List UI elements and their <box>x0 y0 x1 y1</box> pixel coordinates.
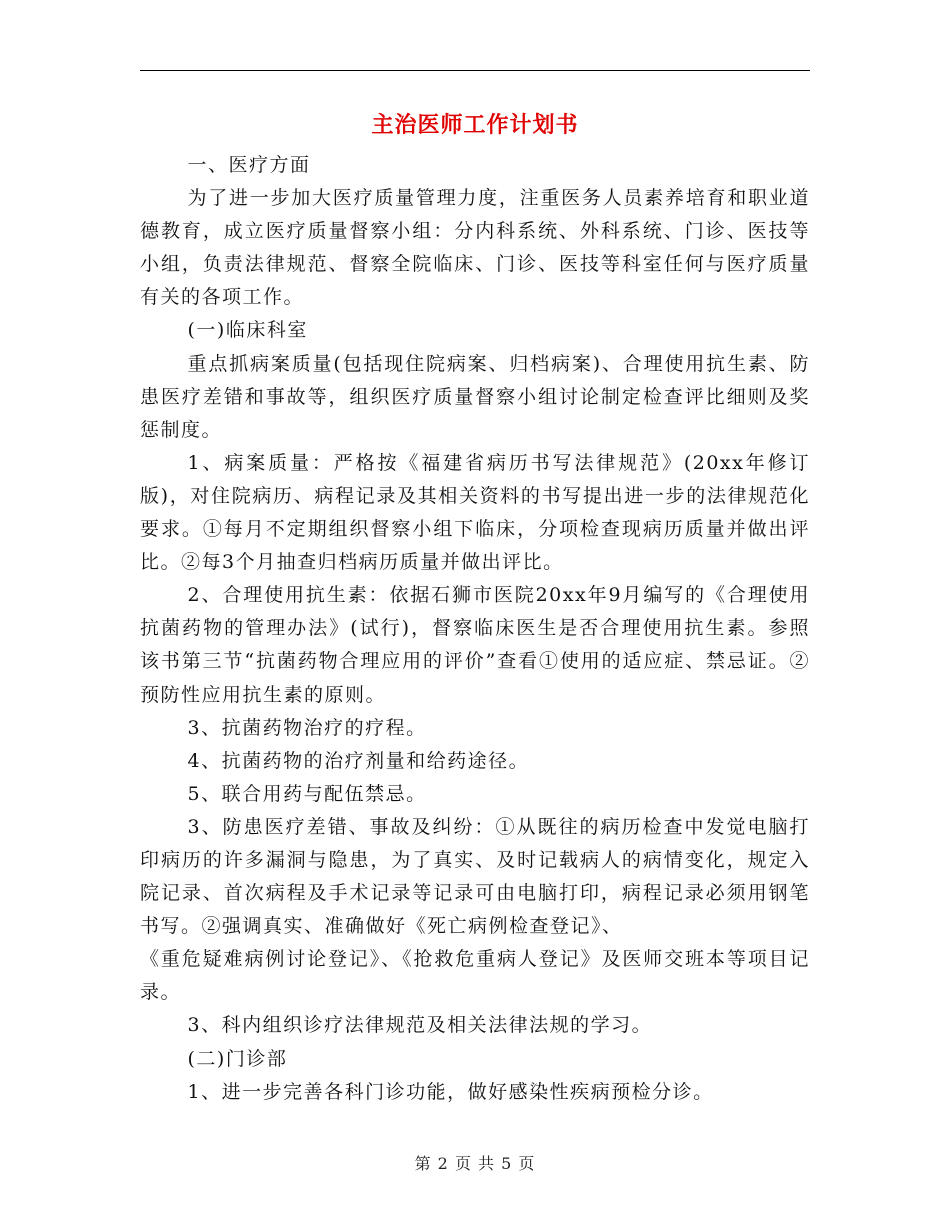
list-item-combination: 5、联合用药与配伍禁忌。 <box>187 782 427 805</box>
list-item-dosage: 4、抗菌药物的治疗剂量和给药途径。 <box>187 749 530 772</box>
paragraph-case-quality: 1、病案质量：严格按《福建省病历书写法律规范》(20xx年修订版)，对住院病历、病程记录及其相关资料的书写提出进一步的法律规范化要求。①每月不定期组织督察小组下临床，分项检查现病历质量并做出评比。②每3个月抽查归档病历质量并做出评比。 <box>140 451 810 574</box>
document-body <box>140 149 810 1109</box>
page-number: 第 2 页 共 5 页 <box>414 1154 536 1173</box>
paragraph-intro: 为了进一步加大医疗质量管理力度，注重医务人员素养培育和职业道德教育，成立医疗质量督察小组：分内科系统、外科系统、门诊、医技等小组，负责法律规范、督察全院临床、门诊、医技等科室任何与医疗质量有关的各项工作。 <box>140 187 810 309</box>
paragraph-error-prevention: 3、防患医疗差错、事故及纠纷：①从既往的病历检查中发觉电脑打印病历的许多漏洞与隐患，为了真实、及时记载病人的病情变化，规定入院记录、首次病程及手术记录等记录可由电脑打印，病程记录必须用钢笔书写。②强调真实、准确做好《死亡病例检查登记》、 <box>140 815 810 938</box>
paragraph-outpatient-1: 1、进一步完善各科门诊功能，做好感染性疾病预检分诊。 <box>187 1080 714 1103</box>
subsection-heading-clinical: (一)临床科室 <box>187 319 308 342</box>
paragraph-records: 《重危疑难病例讨论登记》、《抢救危重病人登记》及医师交班本等项目记录。 <box>140 948 810 1004</box>
paragraph-antibiotics: 2、合理使用抗生素：依据石狮市医院20xx年9月编写的《合理使用抗菌药物的管理办法》(试行)，督察临床医生是否合理使用抗生素。参照该书第三节“抗菌药物合理应用的评价”查看①使用的适应症、禁忌证。②预防性应用抗生素的原则。 <box>140 584 810 706</box>
document-title: 主治医师工作计划书 <box>371 112 579 138</box>
subsection-heading-outpatient: (二)门诊部 <box>187 1047 288 1070</box>
list-item-course: 3、抗菌药物治疗的疗程。 <box>187 716 427 739</box>
paragraph-clinical-focus: 重点抓病案质量(包括现住院病案、归档病案)、合理使用抗生素、防患医疗差错和事故等，组织医疗质量督察小组讨论制定检查评比细则及奖惩制度。 <box>140 352 810 441</box>
section-heading-medical: 一、医疗方面 <box>187 154 311 176</box>
paragraph-law-study: 3、科内组织诊疗法律规范及相关法律法规的学习。 <box>187 1014 653 1037</box>
header-rule <box>140 70 810 71</box>
